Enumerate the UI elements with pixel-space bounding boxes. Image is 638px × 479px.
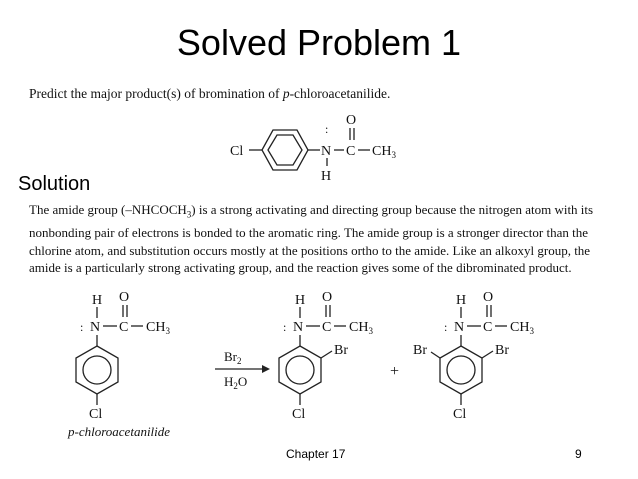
- atom-c: C: [322, 320, 332, 335]
- atom-o: O: [483, 290, 494, 305]
- atom-h: H: [321, 169, 332, 184]
- problem-text-end: -chloroacetanilide.: [289, 86, 391, 101]
- footer-page-number: 9: [575, 447, 582, 461]
- methyl-group: $CH_3$: [349, 320, 373, 336]
- atom-c: C: [483, 320, 493, 335]
- atom-c: C: [346, 144, 356, 159]
- solution-heading: Solution: [18, 173, 91, 195]
- atom-o: O: [119, 290, 130, 305]
- atom-br: Br: [413, 343, 427, 358]
- footer-chapter: Chapter 17: [286, 447, 346, 461]
- structure-product-monobromo: [279, 290, 373, 422]
- structure-p-chloroacetanilide: [230, 113, 396, 184]
- atom-br: Br: [495, 343, 509, 358]
- reagent-h2o: $H_2O$: [224, 374, 248, 391]
- slide-title: Solved Problem 1: [176, 22, 462, 63]
- plus-sign: +: [390, 363, 400, 380]
- nitrogen-lone-pair: :: [444, 320, 448, 334]
- atom-cl: Cl: [292, 407, 306, 422]
- atom-h: H: [92, 293, 103, 308]
- nitrogen-lone-pair: :: [325, 122, 329, 136]
- atom-h: H: [456, 293, 467, 308]
- solution-text: [29, 201, 611, 277]
- reagent-br2: $Br_2$: [224, 349, 242, 366]
- atom-n: N: [90, 320, 101, 335]
- atom-br: Br: [334, 343, 348, 358]
- atom-o: O: [322, 290, 333, 305]
- atom-cl: Cl: [89, 407, 103, 422]
- reactant-caption: p-chloroacetanilide: [68, 424, 171, 439]
- atom-n: N: [454, 320, 465, 335]
- atom-h: H: [295, 293, 306, 308]
- structure-reactant: [67, 290, 170, 439]
- atom-c: C: [119, 320, 129, 335]
- nitrogen-lone-pair: :: [80, 320, 84, 334]
- solution-text-part1: The amide group (–NHCOCH: [29, 202, 187, 217]
- atom-cl: Cl: [453, 407, 467, 422]
- methyl-group: $CH_3$: [146, 320, 170, 336]
- nitrogen-lone-pair: :: [283, 320, 287, 334]
- methyl-group: $CH_3$: [372, 144, 396, 160]
- structure-product-dibromo: [413, 290, 534, 422]
- reaction-arrow: [215, 349, 270, 391]
- problem-text-start: Predict the major product(s) of bromination of: [29, 86, 283, 101]
- atom-n: N: [321, 144, 332, 159]
- atom-n: N: [293, 320, 304, 335]
- solution-subscript: 3: [186, 209, 192, 220]
- atom-o: O: [346, 113, 357, 128]
- problem-para-prefix: p: [282, 86, 290, 101]
- methyl-group: $CH_3$: [510, 320, 534, 336]
- solution-text-part2: ) is a strong activating and directing group because the nitrogen atom with its nonbonding pair of electrons is bonded to the aromatic ring. The amide group is a stronger director than the chlorine atom, and substitution occurs mostly at the positions ortho to the amide. Like an alkoxyl group, the amide is a particularly strong activating group, and the reaction gives some of the dibrominated product.: [29, 202, 594, 276]
- atom-cl: Cl: [230, 144, 244, 159]
